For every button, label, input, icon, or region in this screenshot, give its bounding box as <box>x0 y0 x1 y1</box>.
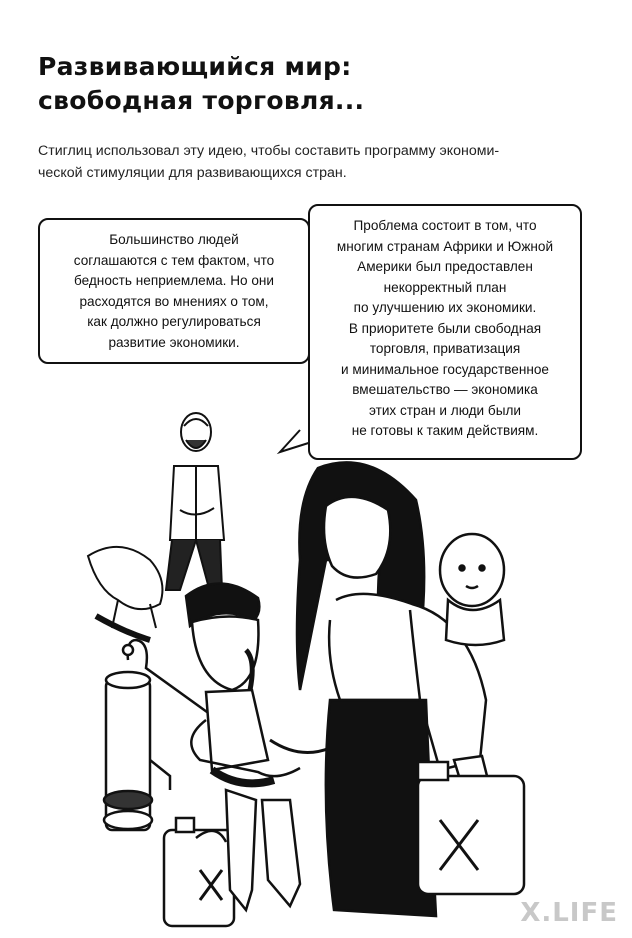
small-canister <box>164 818 234 926</box>
intro-paragraph <box>38 140 598 184</box>
bubble-right-line: этих стран и люди были <box>368 402 522 418</box>
boy-figure <box>186 583 330 910</box>
bubble-left-line: Большинство людей <box>109 232 239 247</box>
woman-figure <box>297 462 488 916</box>
bubble-left-line: расходятся во мнениях о том, <box>79 293 269 309</box>
speech-bubble-right <box>308 204 582 460</box>
bubble-right-line: В приоритете были свободная <box>348 320 542 336</box>
animal-sketch <box>88 547 162 640</box>
speech-bubble-left <box>38 218 310 364</box>
bubble-right-line: вмешательство — экономика <box>352 382 538 397</box>
title-line-2: свободная торговля... <box>38 86 365 115</box>
bubble-right-line: по улучшению их экономики. <box>353 300 537 315</box>
bubble-right-line: многим странам Африки и Южной <box>336 238 554 254</box>
title-line-1: Развивающийся мир: <box>38 52 352 81</box>
bubble-right-line: торговля, приватизация <box>369 341 521 356</box>
baby-figure <box>440 534 504 645</box>
bubble-right-line: Проблема состоит в том, что <box>353 218 537 233</box>
bubble-right-line: и минимальное государственное <box>341 361 549 377</box>
bubble-left-line: соглашаются с тем фактом, что <box>73 252 275 268</box>
bubble-left-line: как должно регулироваться <box>87 314 261 329</box>
bubble-left-line: бедность неприемлема. Но они <box>73 273 275 288</box>
large-canister <box>418 762 524 894</box>
watermark: X.LIFE <box>520 898 618 928</box>
bubble-right-line: Америки был предоставлен <box>357 259 533 274</box>
economist-figure <box>166 413 224 592</box>
bubble-left-line: развитие экономики. <box>108 334 240 350</box>
intro-line-2: ческой стимуляции для развивающихся стран. <box>38 165 347 181</box>
water-pump <box>104 640 232 830</box>
intro-line-1: Стиглиц использовал эту идею, чтобы составить программу экономи- <box>38 143 500 159</box>
bubble-right-line: не готовы к таким действиям. <box>351 423 539 438</box>
bubble-right-line: некорректный план <box>383 279 507 295</box>
page-title <box>38 50 598 118</box>
